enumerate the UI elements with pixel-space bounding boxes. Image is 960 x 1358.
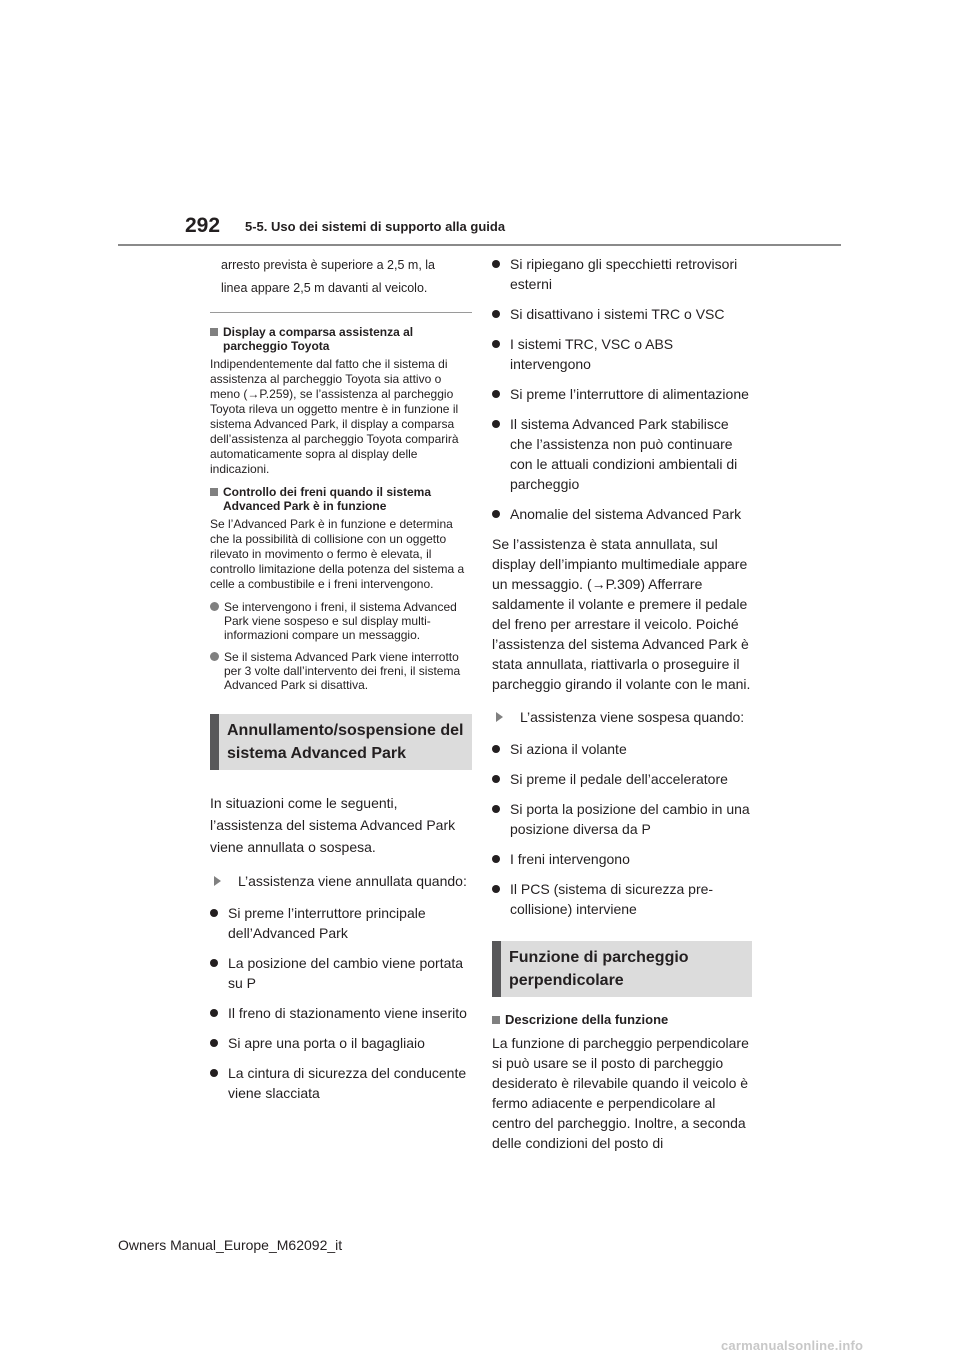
bullet-icon: [210, 1069, 218, 1077]
list-item-text: Si porta la posizione del cambio in una posizione diversa da P: [510, 801, 750, 837]
bullet-icon: [492, 510, 500, 518]
cancel-paragraph: Se l’assistenza è stata annullata, sul display dell’impianto multimediale appare un messaggio. (→P.309) Afferrare saldamente il volante e premere il pedale del freno per arrestare il veicolo. Poiché l’assistenza del sistema Advanced Park è stata annullata, riattivarla o proseguire il parcheggio girando il volante con le mani.: [492, 536, 751, 692]
list-item-text: Si ripiegano gli specchietti retrovisori esterni: [510, 256, 738, 292]
note-item: [210, 600, 472, 642]
paragraph-brake-control: Se l’Advanced Park è in funzione e determina che la possibilità di collisione con un oggetto rilevato in movimento o fermo è elevata, il controllo limitazione della potenza del sistema a celle a combustibile e i freni intervengono.: [210, 517, 465, 591]
list-item: [492, 334, 752, 374]
list-item: [492, 384, 752, 404]
list-item-text: Si preme l’interruttore di alimentazione: [510, 386, 749, 402]
circle-bullet-icon: [210, 652, 219, 661]
paragraph-display-popup: Indipendentemente dal fatto che il sistema di assistenza al parcheggio Toyota sia attivo o meno (→P.259), se l’assistenza al parcheggio Toyota rileva un oggetto mentre è in funzione il sistema Advanced Park, il display a comparsa dell’assistenza al parcheggio Toyota comparirà automaticamente sopra al display delle indicazioni.: [210, 357, 459, 476]
heading-accent-bar: [210, 714, 219, 770]
list-item: [492, 879, 752, 919]
section-divider: [210, 312, 472, 313]
list-item: [210, 1033, 472, 1053]
triangle-bullet-icon: [214, 876, 228, 886]
bullet-icon: [492, 340, 500, 348]
list-item-text: Il PCS (sistema di sicurezza pre-collisione) interviene: [510, 881, 714, 917]
section-title: 5-5. Uso dei sistemi di supporto alla guida: [245, 219, 506, 234]
bullet-icon: [492, 260, 500, 268]
list-item-text: Anomalie del sistema Advanced Park: [510, 506, 742, 522]
continued-text-line-2: linea appare 2,5 m davanti al veicolo.: [221, 281, 428, 295]
bullet-icon: [492, 745, 500, 753]
cancel-label: [210, 870, 472, 893]
list-item-text: Si apre una porta o il bagagliaio: [228, 1035, 425, 1051]
note-item: [210, 650, 472, 692]
square-bullet-icon: [210, 328, 218, 336]
section-heading-perpendicular: [492, 941, 752, 997]
bullet-icon: [492, 775, 500, 783]
square-bullet-icon: [492, 1016, 500, 1024]
note-text: Se intervengono i freni, il sistema Advanced Park viene sospeso e sul display multi-informazioni compare un messaggio.: [224, 600, 457, 642]
bullet-icon: [210, 959, 218, 967]
bullet-icon: [492, 390, 500, 398]
left-column: [210, 254, 472, 1113]
list-item: [492, 304, 752, 324]
subheading-brake-control: [210, 485, 472, 513]
suspend-label-text: L’assistenza viene sospesa quando:: [520, 709, 745, 725]
heading-accent-bar: [492, 941, 501, 997]
subheading-text: Controllo dei freni quando il sistema Advanced Park è in funzione: [223, 485, 432, 513]
footer-text: Owners Manual_Europe_M62092_it: [118, 1237, 343, 1253]
list-item-text: I sistemi TRC, VSC o ABS intervengono: [510, 336, 674, 372]
list-item: [210, 1003, 472, 1023]
watermark: carmanualsonline.info: [721, 1338, 864, 1353]
suspend-label: [492, 706, 752, 729]
page-number: 292: [185, 214, 221, 237]
list-item: [492, 504, 752, 524]
note-text: Se il sistema Advanced Park viene interrotto per 3 volte dall’intervento dei freni, il sistema Advanced Park si disattiva.: [224, 650, 461, 692]
bullet-icon: [492, 420, 500, 428]
list-item-text: Si preme il pedale dell’acceleratore: [510, 771, 728, 787]
bullet-icon: [210, 1009, 218, 1017]
right-column: [492, 254, 752, 1165]
list-item: [210, 1063, 472, 1103]
heading-text: Annullamento/sospensione del sistema Advanced Park: [227, 722, 464, 762]
bullet-icon: [492, 885, 500, 893]
bullet-icon: [210, 1039, 218, 1047]
cancel-label-text: L’assistenza viene annullata quando:: [238, 873, 467, 889]
description-paragraph: La funzione di parcheggio perpendicolare si può usare se il posto di parcheggio desiderato è rilevabile quando il veicolo è fermo adiacente e perpendicolare al centro del parcheggio. Inoltre, a seconda delle condizioni del posto di: [492, 1035, 749, 1151]
bullet-icon: [210, 909, 218, 917]
circle-bullet-icon: [210, 602, 219, 611]
header-divider: [118, 244, 841, 246]
list-item-text: Si aziona il volante: [510, 741, 627, 757]
heading-text: Funzione di parcheggio perpendicolare: [509, 949, 689, 989]
list-item-text: Il sistema Advanced Park stabilisce che l’assistenza non può continuare con le attuali condizioni ambientali di parcheggio: [510, 416, 738, 492]
section-heading-cancellation: [210, 714, 472, 770]
list-item: [492, 849, 752, 869]
subheading-display-popup: [210, 325, 472, 353]
list-item-text: Si disattivano i sistemi TRC o VSC: [510, 306, 725, 322]
list-item-text: I freni intervengono: [510, 851, 630, 867]
list-item: [492, 414, 752, 494]
continued-text-line-1: arresto prevista è superiore a 2,5 m, la: [221, 258, 435, 272]
subheading-text: Display a comparsa assistenza al parcheggio Toyota: [223, 325, 414, 353]
bullet-icon: [492, 805, 500, 813]
list-item-text: Si preme l’interruttore principale dell’Advanced Park: [228, 905, 426, 941]
list-item: [210, 903, 472, 943]
continued-text: [210, 254, 472, 300]
list-item: [492, 769, 752, 789]
subheading-function-description: [492, 1013, 752, 1027]
list-item: [492, 799, 752, 839]
list-item: [492, 254, 752, 294]
list-item-text: La cintura di sicurezza del conducente viene slacciata: [228, 1065, 467, 1101]
square-bullet-icon: [210, 488, 218, 496]
triangle-bullet-icon: [496, 712, 510, 722]
list-item-text: La posizione del cambio viene portata su P: [228, 955, 464, 991]
subheading-text: Descrizione della funzione: [505, 1012, 669, 1027]
list-item: [492, 739, 752, 759]
bullet-icon: [492, 855, 500, 863]
bullet-icon: [492, 310, 500, 318]
list-item: [210, 953, 472, 993]
list-item-text: Il freno di stazionamento viene inserito: [228, 1005, 467, 1021]
intro-paragraph: In situazioni come le seguenti, l’assistenza del sistema Advanced Park viene annullata o sospesa.: [210, 795, 456, 855]
